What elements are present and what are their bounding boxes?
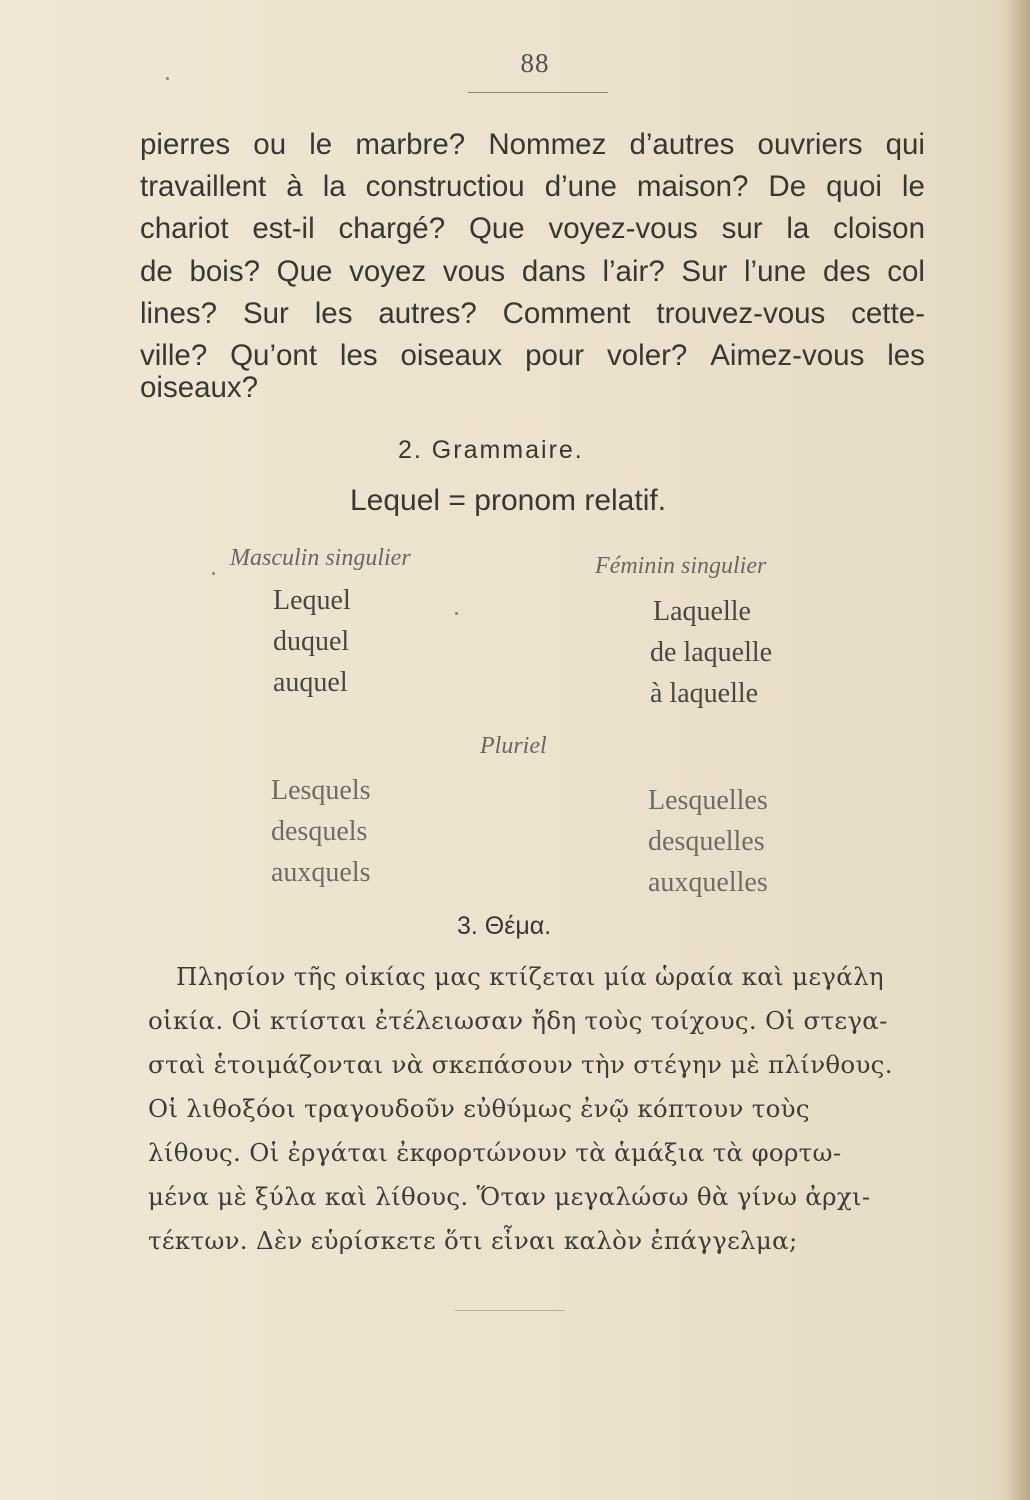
greek-line: τέκτων. Δὲν εὑρίσκετε ὅτι εἶναι καλὸν ἐπάγγελμα; — [148, 1226, 798, 1255]
paragraph-word: bois? — [189, 255, 261, 288]
feminin-singulier-item: de laquelle — [650, 637, 773, 668]
section-heading-theme: 3. Θέμα. — [457, 912, 552, 940]
paragraph-word: oiseaux? — [140, 371, 259, 404]
paragraph-word: constructiou — [365, 170, 525, 203]
paragraph-line — [140, 339, 925, 373]
feminin-pluriel-item: Lesquelles — [648, 785, 768, 816]
feminin-pluriel-item: auxquelles — [648, 867, 768, 898]
greek-line: σταὶ ἑτοιμάζονται νὰ σκεπάσουν τὴν στέγην μὲ πλίνθους. — [148, 1050, 893, 1079]
paragraph-word: maison? — [636, 170, 749, 203]
paragraph-word: sur — [721, 212, 763, 245]
paragraph-word: travaillent — [140, 170, 267, 203]
masculin-singulier-item: auquel — [273, 667, 348, 698]
paragraph-word: à — [286, 170, 303, 203]
paragraph-word: Comment — [502, 297, 631, 330]
greek-line: λίθους. Οἱ ἐργάται ἐκφορτώνουν τὰ ἁμάξια τὰ φορτω- — [148, 1138, 842, 1167]
paragraph-word: dans — [521, 255, 586, 288]
paragraph-word: la — [322, 170, 346, 203]
paragraph-word: le — [309, 128, 333, 161]
paragraph-word: le — [901, 170, 925, 203]
paragraph-word: oiseaux — [400, 339, 503, 372]
paragraph-line — [140, 212, 925, 246]
paragraph-word: Sur — [242, 297, 289, 330]
paragraph-word: qui — [885, 128, 925, 161]
paper-speck — [166, 77, 169, 80]
masculin-singulier-item: Lequel — [273, 585, 351, 616]
greek-line: Πλησίον τῆς οἰκίας μας κτίζεται μία ὡραία καὶ μεγάλη — [176, 962, 884, 991]
paragraph-word: d’une — [544, 170, 617, 203]
paragraph-word: est-il — [252, 212, 315, 245]
paragraph-word: d’autres — [629, 128, 735, 161]
paragraph-word: Que — [468, 212, 525, 245]
paragraph-word: les — [887, 339, 925, 372]
pluriel-heading: Pluriel — [480, 733, 547, 759]
paragraph-word: Nommez — [488, 128, 607, 161]
masculin-singulier-item: duquel — [273, 626, 350, 657]
paragraph-word: vous — [442, 255, 506, 288]
paragraph-word: la — [786, 212, 810, 245]
greek-line: Οἱ λιθοξόοι τραγουδοῦν εὐθύμως ἐνῷ κόπτουν τοὺς — [148, 1094, 810, 1123]
paragraph-word: chariot — [140, 212, 229, 245]
section-subtitle: Lequel = pronom relatif. — [350, 484, 667, 517]
masculin-pluriel-item: auxquels — [271, 857, 371, 888]
paragraph-word: l’air? — [602, 255, 665, 288]
feminin-singulier-item: Laquelle — [653, 596, 751, 627]
paragraph-word: cette- — [851, 297, 925, 330]
footer-rule — [455, 1310, 565, 1311]
paragraph-word: ou — [253, 128, 287, 161]
paragraph-line — [140, 128, 925, 162]
feminin-pluriel-item: desquelles — [648, 826, 765, 857]
paragraph-word: marbre? — [355, 128, 466, 161]
paragraph-word: voyez-vous — [548, 212, 698, 245]
header-rule — [468, 92, 608, 93]
paper-speck — [455, 612, 458, 615]
paragraph-word: col — [887, 255, 925, 288]
feminin-singulier-item: à laquelle — [650, 678, 759, 709]
paragraph-word: pour — [525, 339, 585, 372]
feminin-singulier-heading: Féminin singulier — [595, 553, 767, 579]
paragraph-word: quoi — [826, 170, 882, 203]
greek-line: μένα μὲ ξύλα καὶ λίθους. Ὅταν μεγαλώσω θὰ γίνω ἀρχι- — [148, 1182, 871, 1211]
paragraph-word: les — [314, 297, 353, 330]
paragraph-line — [140, 297, 925, 331]
masculin-pluriel-item: desquels — [271, 816, 368, 847]
page-number: 88 — [520, 48, 550, 78]
paragraph-word: de — [140, 255, 173, 288]
paragraph-word: pierres — [140, 128, 231, 161]
paper-speck — [212, 572, 215, 575]
section-heading-grammaire: 2. Grammaire. — [398, 436, 584, 464]
paragraph-word: autres? — [378, 297, 477, 330]
paragraph-word: voler? — [606, 339, 688, 372]
paragraph-word: les — [339, 339, 378, 372]
paragraph-word: voyez — [349, 255, 427, 288]
paragraph-word: ouvriers — [757, 128, 863, 161]
masculin-pluriel-item: Lesquels — [271, 775, 371, 806]
paragraph-word: chargé? — [338, 212, 446, 245]
masculin-singulier-heading: Masculin singulier — [230, 545, 411, 571]
paragraph-word: De — [768, 170, 807, 203]
paragraph-word: Sur — [681, 255, 728, 288]
paragraph-word: Que — [276, 255, 333, 288]
paragraph-word: l’une — [744, 255, 807, 288]
paragraph-word: des — [822, 255, 871, 288]
paragraph-line — [140, 170, 925, 204]
paragraph-word: lines? — [140, 297, 218, 330]
paragraph-word: trouvez-vous — [656, 297, 826, 330]
paragraph-word: Qu’ont — [230, 339, 318, 372]
page-edge — [1004, 0, 1030, 1500]
greek-line: οἰκία. Οἱ κτίσται ἐτέλειωσαν ἤδη τοὺς τοίχους. Οἱ στεγα- — [148, 1006, 888, 1035]
paragraph-word: Aimez-vous — [710, 339, 865, 372]
paragraph-word: cloison — [833, 212, 925, 245]
paragraph-word: ville? — [140, 339, 208, 372]
paragraph-line — [140, 255, 925, 289]
paragraph-line — [140, 371, 258, 405]
